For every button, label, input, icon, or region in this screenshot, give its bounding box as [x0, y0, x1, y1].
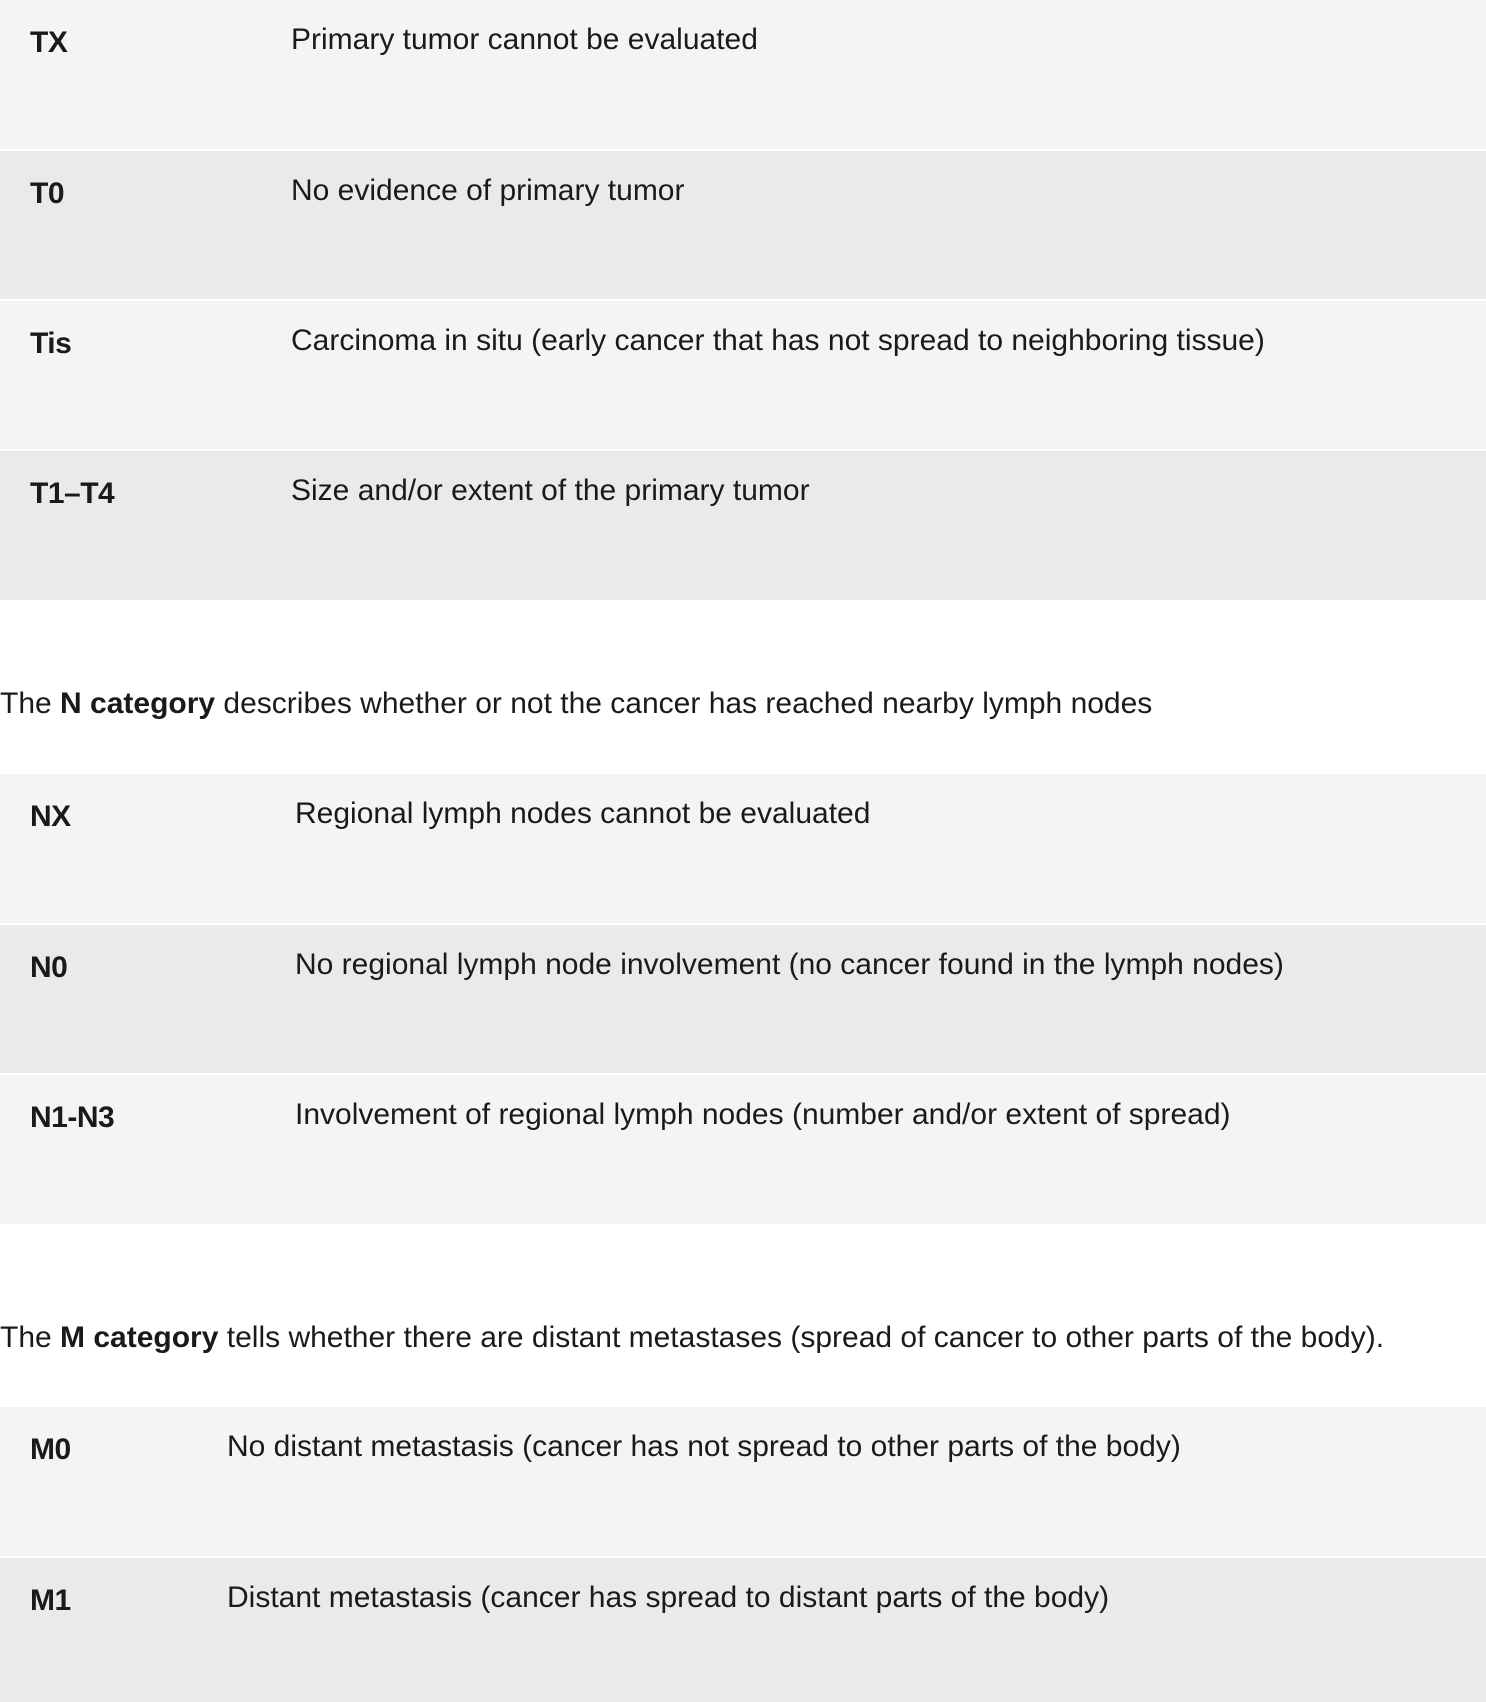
stage-description: No regional lymph node involvement (no cancer found in the lymph nodes) — [295, 924, 1486, 1074]
stage-code: Tis — [0, 300, 291, 450]
t-category-table — [0, 0, 1486, 600]
m-category-intro — [0, 1320, 1384, 1356]
stage-description: Regional lymph nodes cannot be evaluated — [295, 797, 871, 830]
table-row — [0, 300, 1486, 450]
intro-bold-term: N category — [60, 687, 216, 720]
m-category-table — [0, 1407, 1486, 1702]
stage-description: No distant metastasis (cancer has not spread to other parts of the body) — [227, 1430, 1181, 1463]
stage-code: NX — [30, 800, 71, 833]
stage-description: Size and/or extent of the primary tumor — [291, 450, 1486, 600]
stage-code: TX — [30, 26, 68, 59]
n-category-table — [0, 774, 1486, 1224]
stage-code: M0 — [30, 1433, 71, 1466]
intro-prefix: The — [0, 687, 61, 720]
table-row — [0, 1557, 1486, 1702]
stage-code: M1 — [0, 1557, 227, 1702]
table-row — [0, 924, 1486, 1074]
stage-description: Distant metastasis (cancer has spread to distant parts of the body) — [227, 1557, 1486, 1702]
stage-description: Primary tumor cannot be evaluated — [291, 23, 758, 56]
table-row — [0, 0, 1486, 150]
table-row — [0, 774, 1486, 924]
stage-code: N0 — [0, 924, 295, 1074]
stage-description: Carcinoma in situ (early cancer that has not spread to neighboring tissue) — [291, 300, 1486, 450]
stage-code: T0 — [0, 150, 291, 300]
stage-description: Involvement of regional lymph nodes (number and/or extent of spread) — [295, 1074, 1486, 1224]
stage-code: T1–T4 — [0, 450, 291, 600]
stage-code: N1-N3 — [0, 1074, 295, 1224]
intro-prefix: The — [0, 1321, 61, 1354]
intro-bold-term: M category — [60, 1321, 219, 1354]
table-row — [0, 1074, 1486, 1224]
table-row — [0, 1407, 1486, 1557]
stage-description: No evidence of primary tumor — [291, 150, 1486, 300]
intro-suffix: describes whether or not the cancer has reached nearby lymph nodes — [215, 687, 1153, 720]
table-row — [0, 450, 1486, 600]
table-row — [0, 150, 1486, 300]
n-category-intro — [0, 686, 1152, 722]
intro-suffix: tells whether there are distant metastases (spread of cancer to other parts of the body). — [218, 1321, 1385, 1354]
